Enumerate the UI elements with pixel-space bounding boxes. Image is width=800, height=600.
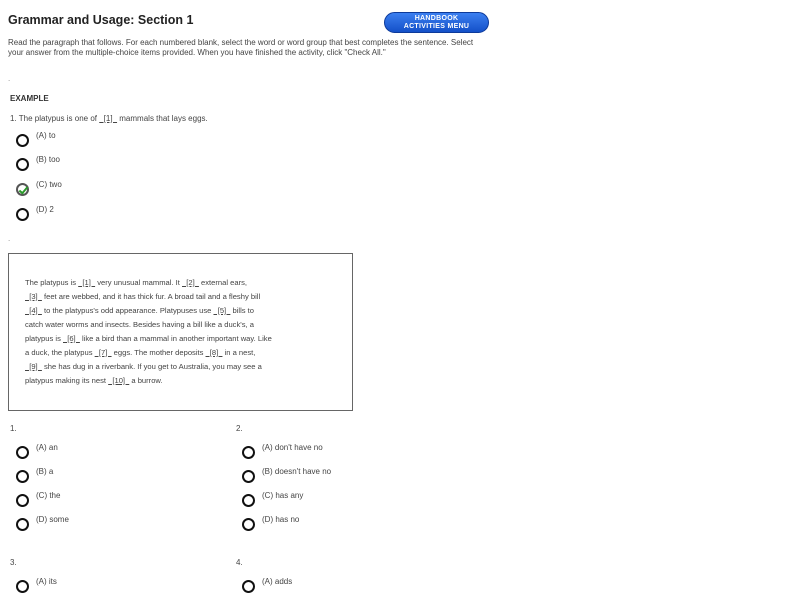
blank: [3] [25, 292, 42, 301]
passage-text: to the platypus's odd appearance. Platypuses use [41, 306, 214, 315]
option-label: (B) too [36, 155, 61, 164]
passage-line [25, 346, 336, 360]
option-label: (A) its [36, 577, 57, 586]
blank: [9] [25, 362, 42, 371]
question-number: 4. [236, 558, 243, 567]
option-label: (C) two [36, 180, 62, 189]
passage-text: a burrow. [129, 376, 163, 385]
passage-text: she has dug in a riverbank. If you get to Australia, you may see a [41, 362, 262, 371]
separator-dot: . [8, 74, 11, 83]
radio-button[interactable] [16, 446, 29, 459]
radio-button[interactable] [16, 134, 29, 147]
blank: [7] [94, 348, 112, 357]
passage-text: bills to [230, 306, 255, 315]
blank: [8] [205, 348, 223, 357]
passage-line [25, 332, 336, 346]
handbook-activities-menu-button[interactable] [384, 12, 489, 33]
option-label: (B) doesn't have no [262, 467, 332, 476]
option-label: (D) some [36, 515, 69, 524]
passage-text: like a bird than a mammal in another important way. Like [79, 334, 272, 343]
instructions: Read the paragraph that follows. For each numbered blank, select the word or word group that best completes the sentence. Select your answer from the multiple-choice items provided. When you have finished the activity, click "Check All." [8, 38, 474, 57]
passage-text: eggs. The mother deposits [111, 348, 206, 357]
radio-button[interactable] [242, 518, 255, 531]
blank: [1] [99, 114, 118, 123]
radio-button[interactable] [242, 470, 255, 483]
answer-option[interactable] [16, 512, 69, 531]
option-label: (B) a [36, 467, 54, 476]
blank: [5] [213, 306, 231, 315]
question-number: 1. [10, 424, 17, 433]
option-label: (A) adds [262, 577, 293, 586]
page-title: Grammar and Usage: Section 1 [8, 13, 194, 27]
question-text: 1. The platypus is one of [10, 114, 100, 123]
answer-option[interactable] [16, 464, 53, 483]
radio-button[interactable] [16, 580, 29, 593]
passage-text: very unusual mammal. It [95, 278, 183, 287]
radio-checked-icon[interactable] [16, 183, 29, 196]
passage-line [25, 374, 336, 388]
answer-option[interactable] [242, 512, 299, 531]
question-number: 2. [236, 424, 243, 433]
radio-button[interactable] [16, 494, 29, 507]
option-label: (C) the [36, 491, 61, 500]
option-label: (A) to [36, 131, 56, 140]
answer-option[interactable] [16, 440, 58, 459]
passage-text: platypus is [25, 334, 63, 343]
passage-text: catch water worms and insects. Besides having a bill like a duck's, a [25, 320, 254, 329]
example-heading: EXAMPLE [10, 94, 49, 103]
blank: [1] [78, 278, 96, 287]
passage-line [25, 276, 336, 290]
passage-line [25, 318, 336, 332]
answer-option[interactable] [242, 488, 303, 507]
blank: [4] [25, 306, 42, 315]
answer-option[interactable] [16, 152, 60, 171]
answer-option[interactable] [242, 464, 331, 483]
example-question [10, 114, 208, 123]
blank: [6] [63, 334, 80, 343]
button-label-line1: HANDBOOK [414, 15, 459, 22]
passage-text: a duck, the platypus [25, 348, 95, 357]
answer-option[interactable] [16, 488, 60, 507]
button-label-line2: ACTIVITIES MENU [403, 23, 470, 30]
answer-option[interactable] [16, 574, 57, 593]
radio-button[interactable] [16, 470, 29, 483]
radio-button[interactable] [16, 518, 29, 531]
passage-line [25, 290, 336, 304]
answer-option[interactable] [16, 128, 56, 147]
radio-button[interactable] [16, 208, 29, 221]
radio-button[interactable] [242, 580, 255, 593]
option-label: (A) don't have no [262, 443, 323, 452]
answer-option[interactable] [16, 177, 62, 196]
passage-line [25, 304, 336, 318]
question-number: 3. [10, 558, 17, 567]
passage-text: platypus making its nest [25, 376, 109, 385]
radio-button[interactable] [242, 446, 255, 459]
passage-text: external ears, [198, 278, 248, 287]
option-label: (D) has no [262, 515, 300, 524]
blank: [10] [108, 376, 130, 385]
passage-text: The platypus is [25, 278, 79, 287]
blank: [2] [182, 278, 199, 287]
answer-option[interactable] [242, 574, 292, 593]
answer-option[interactable] [16, 202, 54, 221]
passage-text: in a nest, [222, 348, 256, 357]
option-label: (A) an [36, 443, 58, 452]
option-label: (D) 2 [36, 205, 54, 214]
radio-button[interactable] [242, 494, 255, 507]
radio-button[interactable] [16, 158, 29, 171]
passage-line [25, 360, 336, 374]
question-text: mammals that lays eggs. [117, 114, 208, 123]
answer-option[interactable] [242, 440, 323, 459]
passage-box [8, 253, 353, 411]
option-label: (C) has any [262, 491, 304, 500]
passage-text: feet are webbed, and it has thick fur. A broad tail and a fleshy bill [41, 292, 261, 301]
separator-dot: . [8, 234, 11, 243]
